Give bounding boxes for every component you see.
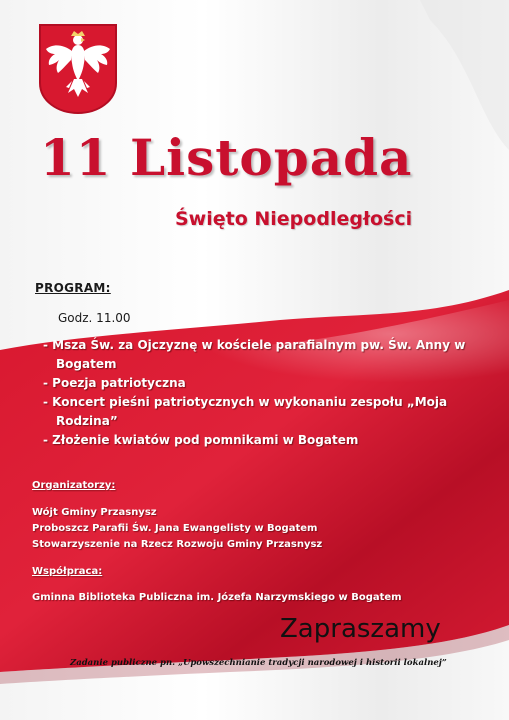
- organizer-item: Proboszcz Parafii Św. Jana Ewangelisty w Bogatem: [32, 523, 318, 534]
- organizer-item: Wójt Gminy Przasnysz: [32, 507, 157, 518]
- poster-title: 11 Listopada: [40, 128, 413, 187]
- program-heading: PROGRAM:: [35, 281, 111, 295]
- program-item: - Koncert pieśni patriotycznych w wykonaniu zespołu „Moja Rodzina”: [43, 395, 448, 428]
- program-list: [43, 336, 483, 450]
- footer-note: Zadanie publiczne pn. „Upowszechnianie tradycji narodowej i historii lokalnej”: [70, 658, 447, 668]
- poster-subtitle: Święto Niepodległości: [175, 208, 413, 230]
- program-item: - Złożenie kwiatów pod pomnikami w Bogatem: [43, 433, 359, 447]
- organizers-list: [32, 505, 322, 553]
- cooperation-heading: Współpraca:: [32, 566, 103, 577]
- cooperation-text: Gminna Biblioteka Publiczna im. Józefa Narzymskiego w Bogatem: [32, 592, 402, 603]
- program-time: Godz. 11.00: [58, 311, 131, 325]
- organizer-item: Stowarzyszenie na Rzecz Rozwoju Gminy Przasnysz: [32, 539, 323, 550]
- program-item: - Poezja patriotyczna: [43, 376, 186, 390]
- organizers-heading: Organizatorzy:: [32, 480, 116, 491]
- program-item: - Msza Św. za Ojczyznę w kościele parafialnym pw. Św. Anny w Bogatem: [43, 338, 466, 371]
- polish-eagle-emblem-icon: [38, 23, 118, 115]
- invitation-text: Zapraszamy: [280, 614, 441, 644]
